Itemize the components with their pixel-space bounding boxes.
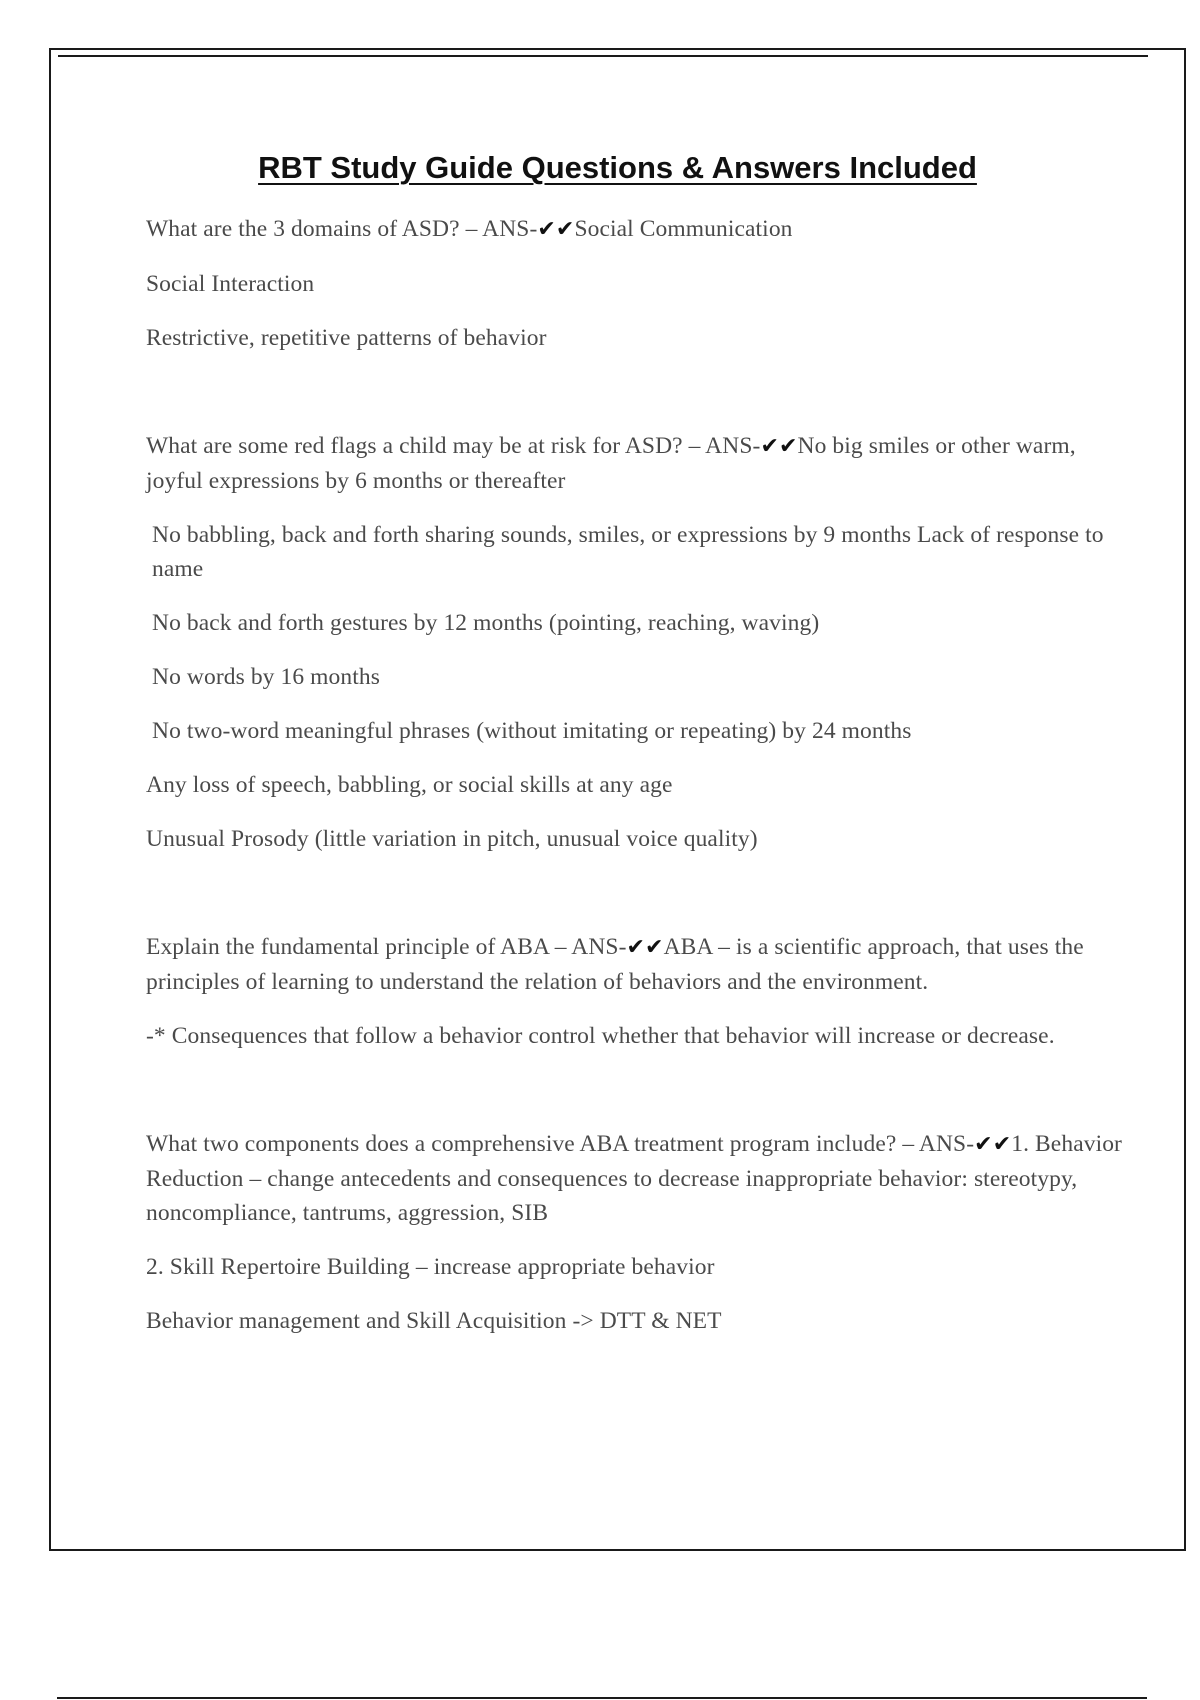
- q2-line-2: No babbling, back and forth sharing sounds, smiles, or expressions by 9 months Lack of response to name: [152, 522, 1104, 582]
- q1-question: What are the 3 domains of ASD? – ANS-: [146, 216, 538, 242]
- q4-paragraph: [146, 1127, 1136, 1230]
- top-rule: [58, 55, 1148, 57]
- q2-question: What are some red flags a child may be at risk for ASD? – ANS-: [146, 433, 761, 459]
- page-frame: [49, 48, 1186, 1551]
- q3-line-2: -* Consequences that follow a behavior control whether that behavior will increase or decrease.: [146, 1023, 1055, 1049]
- q2-line-6: Any loss of speech, babbling, or social skills at any age: [146, 772, 673, 798]
- document-body: [146, 212, 1136, 1358]
- check-icon: ✔✔: [626, 935, 664, 960]
- q3-question: Explain the fundamental principle of ABA – ANS-: [146, 934, 627, 960]
- q2-paragraph: [146, 429, 1136, 498]
- spacer: [146, 375, 1136, 429]
- q3-answer: ABA – is a scientific approach, that uses the principles of learning to understand the relation of behaviors and the environment.: [146, 934, 1084, 995]
- q2-answer: No big smiles or other warm, joyful expressions by 6 months or thereafter: [146, 433, 1076, 494]
- q4-line-3: Behavior management and Skill Acquisition -> DTT & NET: [146, 1308, 722, 1334]
- q3-paragraph: [146, 930, 1136, 999]
- q1-line-2: Social Interaction: [146, 271, 315, 297]
- q2-line-7: Unusual Prosody (little variation in pitch, unusual voice quality): [146, 826, 758, 852]
- check-icon: ✔✔: [760, 434, 798, 459]
- spacer: [146, 876, 1136, 930]
- q1-paragraph: [146, 212, 1136, 247]
- check-icon: ✔✔: [974, 1132, 1012, 1157]
- q2-line-4: No words by 16 months: [152, 664, 380, 690]
- document-title: RBT Study Guide Questions & Answers Included: [258, 150, 977, 185]
- spacer: [146, 1073, 1136, 1127]
- q1-line-3: Restrictive, repetitive patterns of behavior: [146, 325, 547, 351]
- bottom-rule: [57, 1697, 1147, 1699]
- q4-answer: 1. Behavior Reduction – change antecedents and consequences to decrease inappropriate behavior: stereotypy, noncompliance, tantrums, aggression, SIB: [146, 1131, 1122, 1226]
- q4-line-2: 2. Skill Repertoire Building – increase appropriate behavior: [146, 1254, 715, 1280]
- q2-line-3: No back and forth gestures by 12 months (pointing, reaching, waving): [152, 610, 820, 636]
- q2-line-5: No two-word meaningful phrases (without imitating or repeating) by 24 months: [152, 718, 912, 744]
- check-icon: ✔✔: [537, 217, 575, 242]
- q1-answer: Social Communication: [574, 216, 793, 242]
- q4-question: What two components does a comprehensive ABA treatment program include? – ANS-: [146, 1131, 975, 1157]
